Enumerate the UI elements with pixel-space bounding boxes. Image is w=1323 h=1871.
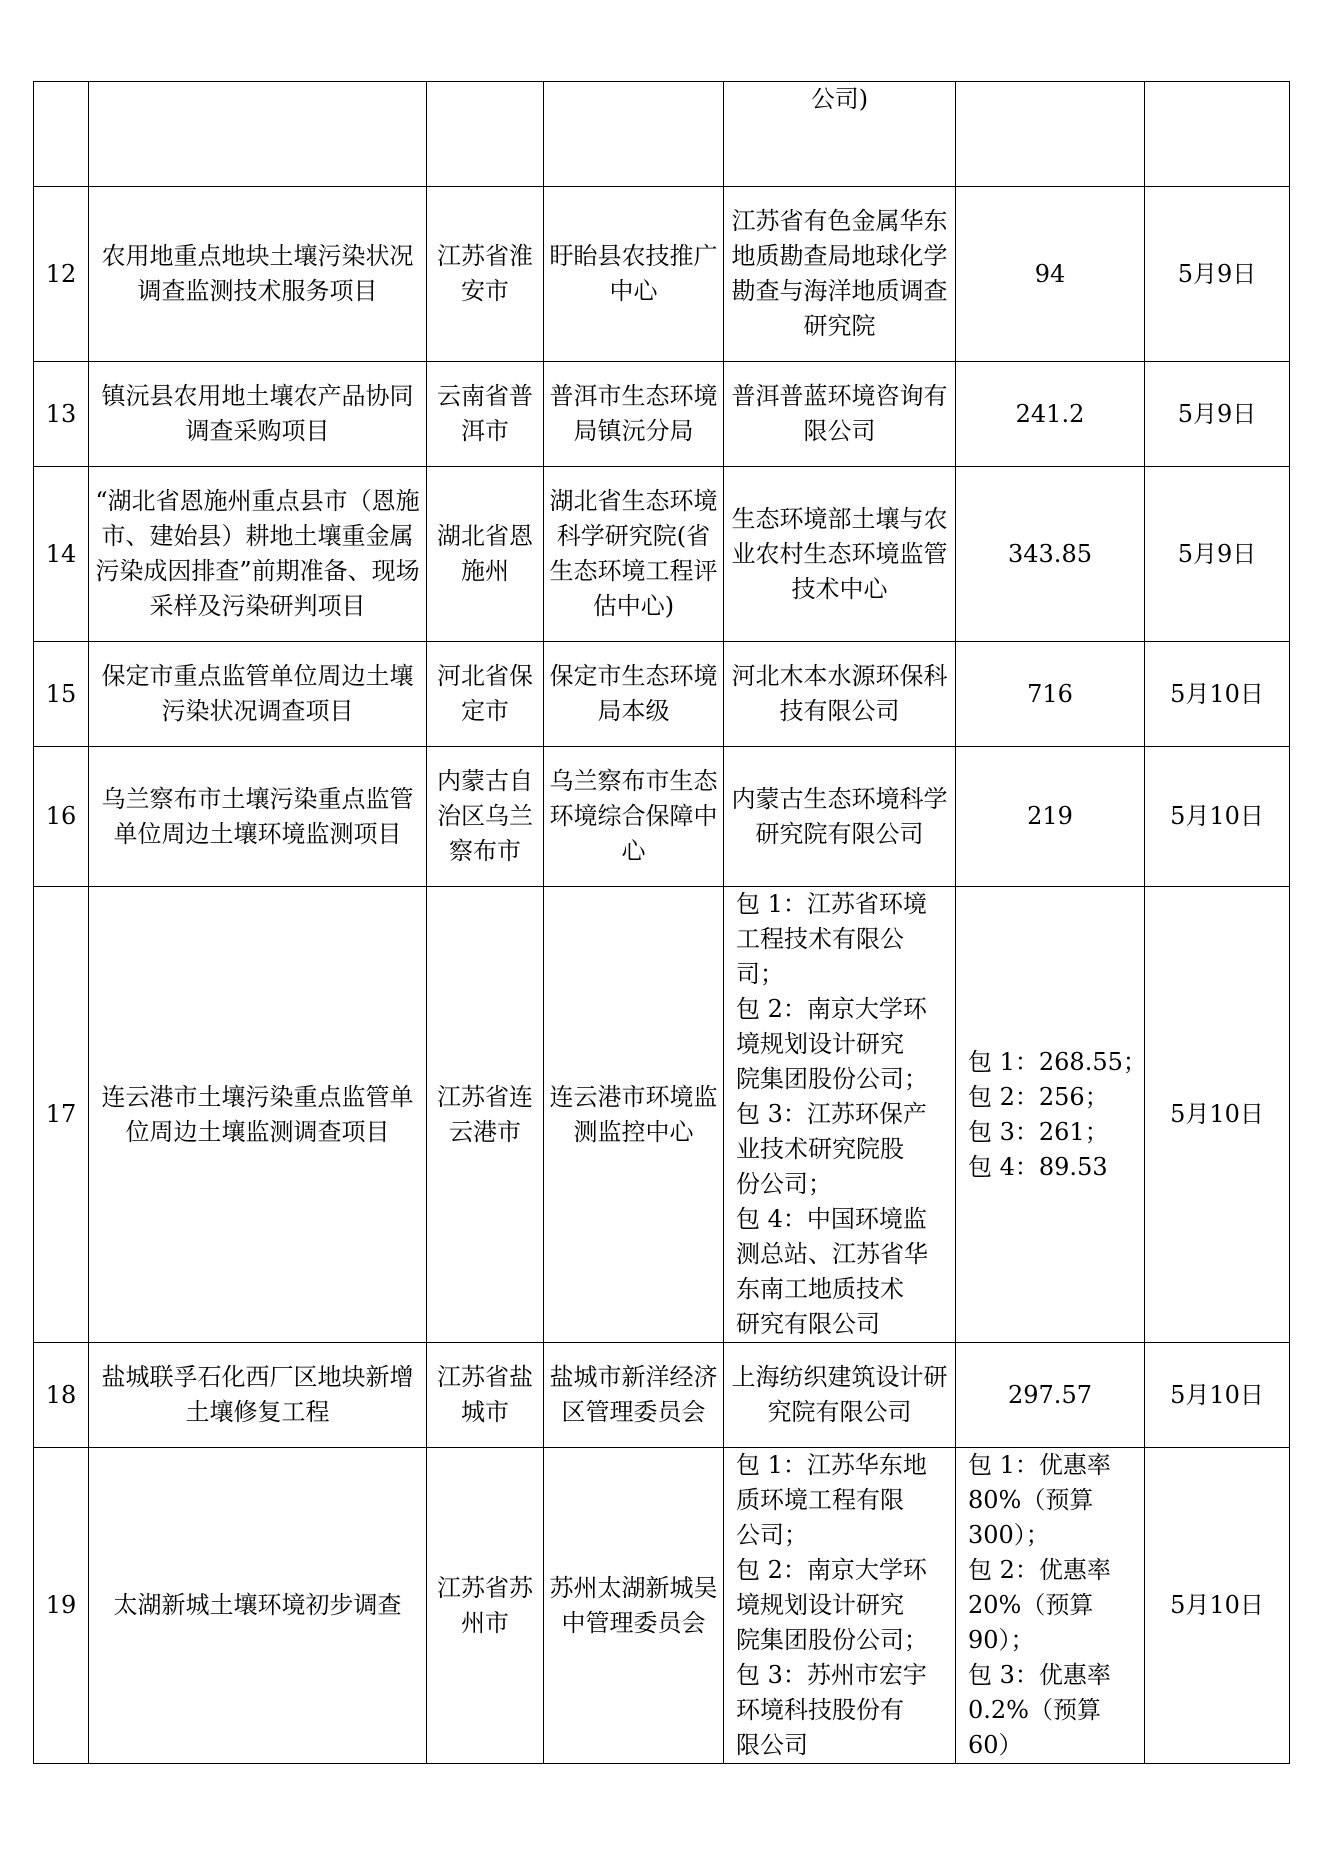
amount: 716 [956, 642, 1145, 747]
project-name: 保定市重点监管单位周边土壤污染状况调查项目 [89, 642, 427, 747]
date: 5月10日 [1145, 887, 1290, 1343]
region: 江苏省盐城市 [427, 1343, 544, 1448]
amount-line: 包 3：优惠率 [968, 1661, 1111, 1689]
amount-line: 包 3：261； [968, 1117, 1109, 1146]
row-number: 16 [34, 747, 89, 887]
row-number: 17 [34, 887, 89, 1343]
table-row [34, 887, 1290, 1343]
supplier-line: 环境科技股份有 [736, 1696, 904, 1724]
buyer: 苏州太湖新城吴中管理委员会 [544, 1448, 724, 1764]
supplier-line: 包 2：南京大学环 [736, 1556, 927, 1584]
buyer: 盱眙县农技推广中心 [544, 187, 724, 362]
amount-line: 包 4：89.53 [968, 1152, 1108, 1181]
region: 江苏省苏州市 [427, 1448, 544, 1764]
date [1145, 82, 1290, 187]
buyer: 乌兰察布市生态环境综合保障中心 [544, 747, 724, 887]
table-row [34, 747, 1290, 887]
supplier-line: 工程技术有限公 [736, 925, 904, 953]
project-name: 盐城联孚石化西厂区地块新增土壤修复工程 [89, 1343, 427, 1448]
amount-line: 包 1：268.55； [968, 1047, 1147, 1076]
region: 河北省保定市 [427, 642, 544, 747]
project-name: 连云港市土壤污染重点监管单位周边土壤监测调查项目 [89, 887, 427, 1343]
project-name: 镇沅县农用地土壤农产品协同调查采购项目 [89, 362, 427, 467]
supplier: 公司) [724, 82, 956, 187]
buyer: 保定市生态环境局本级 [544, 642, 724, 747]
supplier-line: 包 1：江苏华东地 [736, 1451, 927, 1479]
supplier-line: 包 3：江苏环保产 [736, 1100, 927, 1128]
supplier-line: 院集团股份公司； [736, 1626, 928, 1654]
supplier: 生态环境部土壤与农业农村生态环境监管技术中心 [724, 467, 956, 642]
project-name: “湖北省恩施州重点县市（恩施市、建始县）耕地土壤重金属污染成因排查”前期准备、现场采样及污染研判项目 [89, 467, 427, 642]
amount-line: 60） [968, 1731, 1023, 1759]
supplier-line: 包 2：南京大学环 [736, 995, 927, 1023]
amount-line: 90）； [968, 1626, 1035, 1654]
amount [956, 1448, 1145, 1764]
project-name: 农用地重点地块土壤污染状况调查监测技术服务项目 [89, 187, 427, 362]
date: 5月10日 [1145, 747, 1290, 887]
region [427, 82, 544, 187]
supplier: 普洱普蓝环境咨询有限公司 [724, 362, 956, 467]
supplier: 河北木本水源环保科技有限公司 [724, 642, 956, 747]
supplier: 内蒙古生态环境科学研究院有限公司 [724, 747, 956, 887]
region: 云南省普洱市 [427, 362, 544, 467]
supplier-line: 境规划设计研究 [736, 1591, 904, 1619]
row-number: 12 [34, 187, 89, 362]
supplier-line: 公司； [736, 1521, 808, 1549]
amount-line: 80%（预算 [968, 1486, 1094, 1514]
table-row [34, 1343, 1290, 1448]
amount-line: 300）； [968, 1521, 1050, 1549]
region: 江苏省淮安市 [427, 187, 544, 362]
row-number: 18 [34, 1343, 89, 1448]
supplier-line: 包 1：江苏省环境 [736, 890, 927, 918]
date: 5月10日 [1145, 1343, 1290, 1448]
supplier-line: 司； [736, 960, 784, 988]
buyer: 连云港市环境监测监控中心 [544, 887, 724, 1343]
amount-line: 包 2：256； [968, 1082, 1109, 1111]
project-name: 太湖新城土壤环境初步调查 [89, 1448, 427, 1764]
amount [956, 887, 1145, 1343]
region: 内蒙古自治区乌兰察布市 [427, 747, 544, 887]
supplier-line: 测总站、江苏省华 [736, 1240, 928, 1268]
amount-line: 包 1：优惠率 [968, 1451, 1111, 1479]
supplier-line: 包 4：中国环境监 [736, 1205, 927, 1233]
date: 5月10日 [1145, 1448, 1290, 1764]
row-number [34, 82, 89, 187]
table-row [34, 82, 1290, 187]
supplier: 江苏省有色金属华东地质勘查局地球化学勘查与海洋地质调查研究院 [724, 187, 956, 362]
amount: 297.57 [956, 1343, 1145, 1448]
date: 5月10日 [1145, 642, 1290, 747]
table-row [34, 642, 1290, 747]
supplier [724, 1448, 956, 1764]
procurement-table [33, 81, 1290, 1764]
table-row [34, 362, 1290, 467]
supplier-line: 东南工地质技术 [736, 1275, 904, 1303]
table-row [34, 187, 1290, 362]
amount: 241.2 [956, 362, 1145, 467]
amount: 343.85 [956, 467, 1145, 642]
amount: 94 [956, 187, 1145, 362]
buyer: 盐城市新洋经济区管理委员会 [544, 1343, 724, 1448]
buyer: 湖北省生态环境科学研究院(省生态环境工程评估中心) [544, 467, 724, 642]
row-number: 19 [34, 1448, 89, 1764]
row-number: 13 [34, 362, 89, 467]
date: 5月9日 [1145, 467, 1290, 642]
amount-line: 包 2：优惠率 [968, 1556, 1111, 1584]
supplier-line: 限公司 [736, 1731, 808, 1759]
amount [956, 82, 1145, 187]
region: 湖北省恩施州 [427, 467, 544, 642]
amount-line: 0.2%（预算 [968, 1696, 1101, 1724]
supplier-line: 业技术研究院股 [736, 1135, 904, 1163]
supplier-line: 包 3：苏州市宏宇 [736, 1661, 927, 1689]
supplier-line: 院集团股份公司； [736, 1065, 928, 1093]
supplier-line: 份公司； [736, 1170, 832, 1198]
buyer: 普洱市生态环境局镇沅分局 [544, 362, 724, 467]
row-number: 15 [34, 642, 89, 747]
buyer [544, 82, 724, 187]
amount: 219 [956, 747, 1145, 887]
supplier-line: 境规划设计研究 [736, 1030, 904, 1058]
supplier-line: 质环境工程有限 [736, 1486, 904, 1514]
project-name: 乌兰察布市土壤污染重点监管单位周边土壤环境监测项目 [89, 747, 427, 887]
amount-line: 20%（预算 [968, 1591, 1094, 1619]
row-number: 14 [34, 467, 89, 642]
supplier [724, 887, 956, 1343]
date: 5月9日 [1145, 362, 1290, 467]
date: 5月9日 [1145, 187, 1290, 362]
supplier-line: 研究有限公司 [736, 1310, 880, 1338]
project-name [89, 82, 427, 187]
region: 江苏省连云港市 [427, 887, 544, 1343]
table-row [34, 467, 1290, 642]
table-row [34, 1448, 1290, 1764]
supplier: 上海纺织建筑设计研究院有限公司 [724, 1343, 956, 1448]
